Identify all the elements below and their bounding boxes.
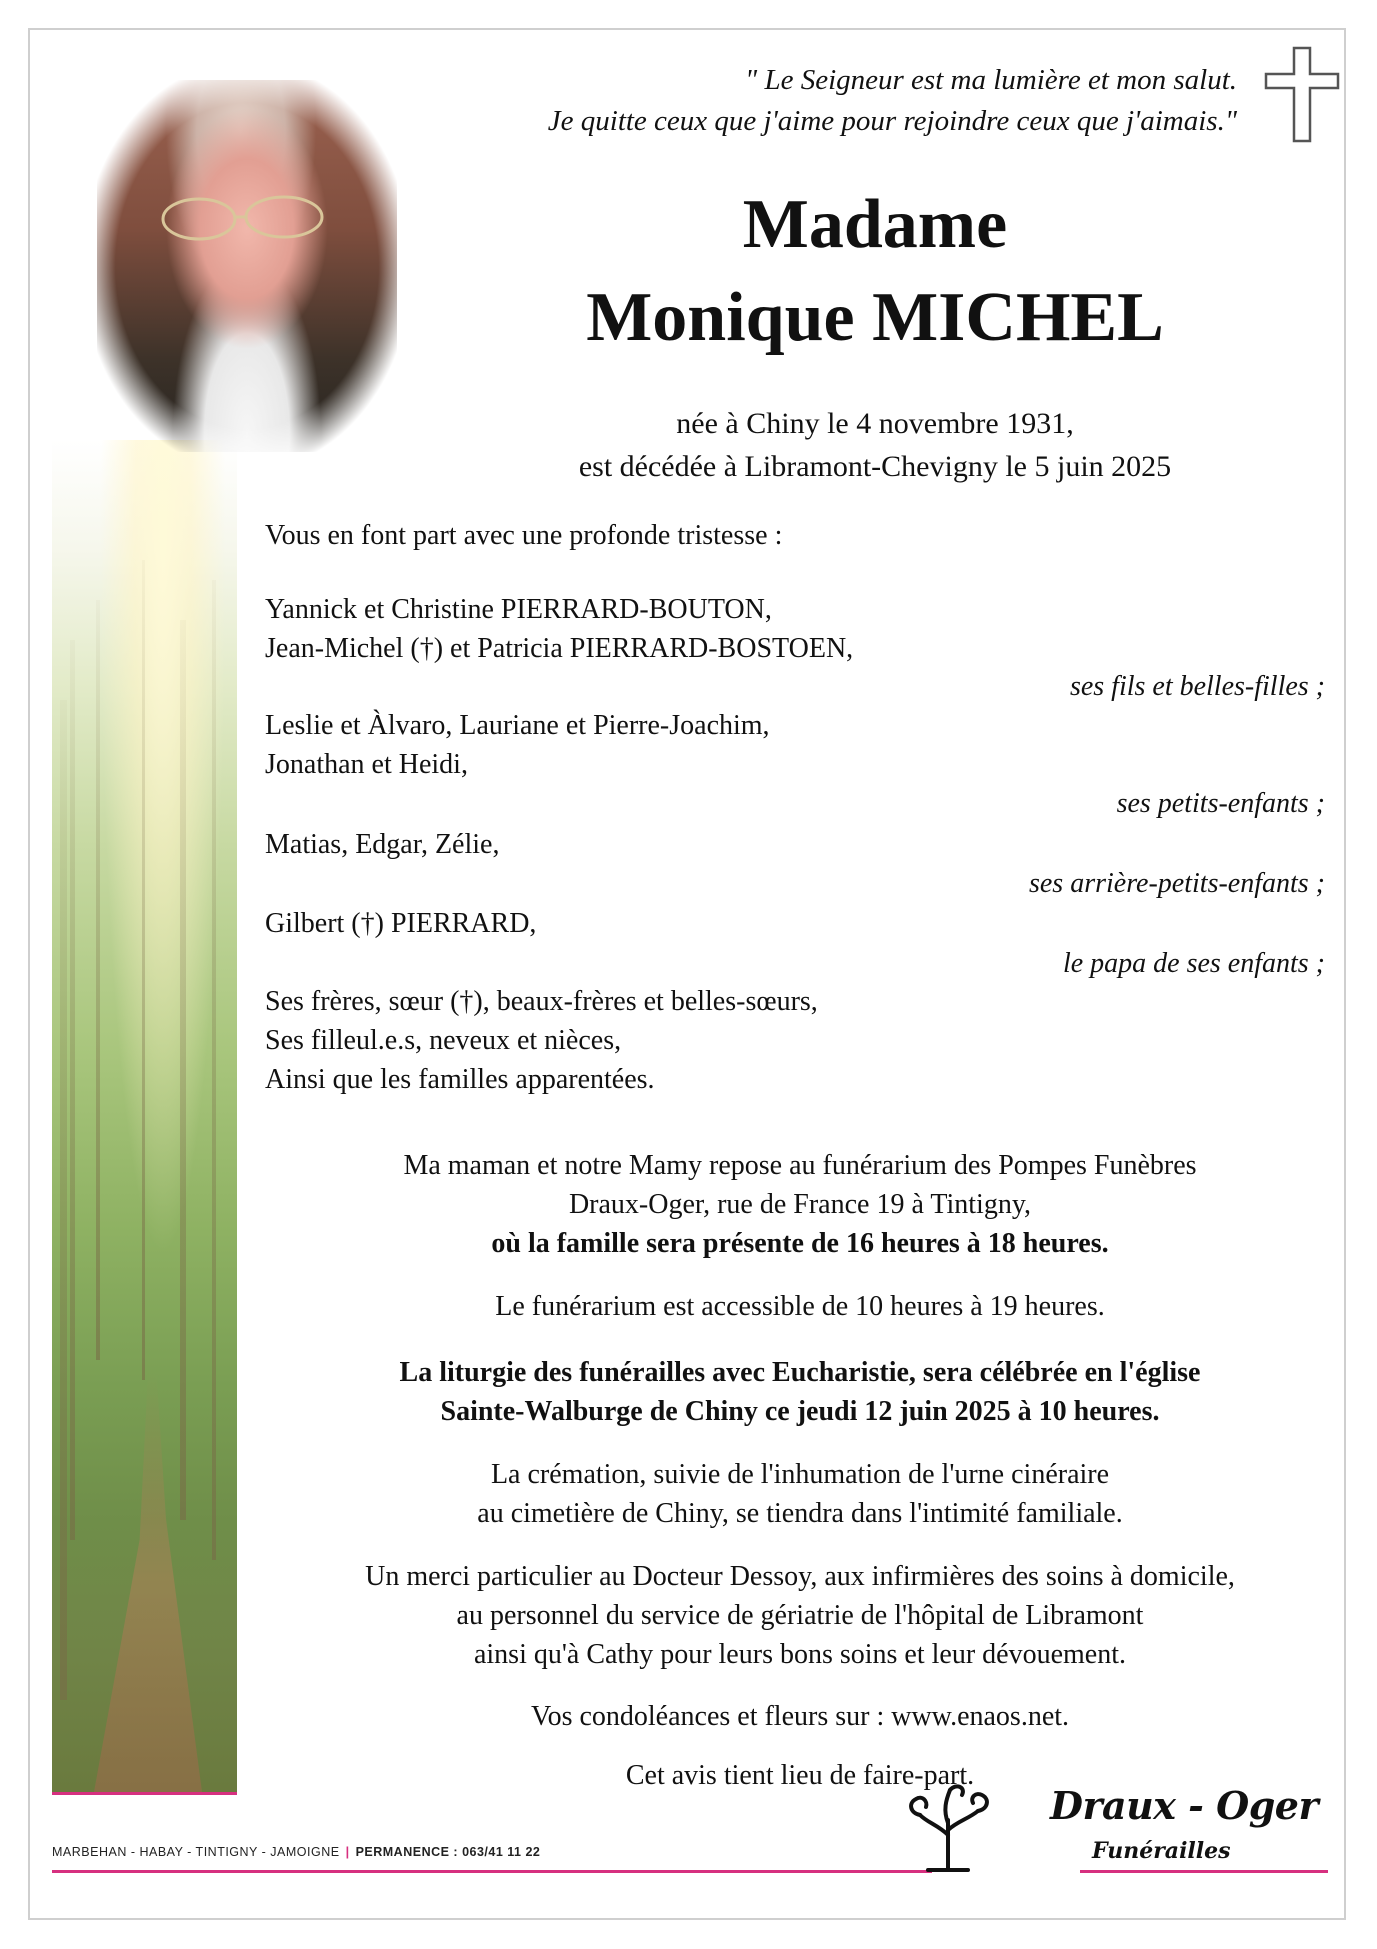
forest-accent-bar [52,1792,237,1795]
footer-locations: MARBEHAN - HABAY - TINTIGNY - JAMOIGNE [52,1845,340,1859]
cremation-info [295,1455,1305,1533]
glasses-shape [159,195,329,243]
funerarium-line-3: où la famille sera présente de 16 heures à 18 heures. [491,1228,1109,1259]
birth-death-dates [505,402,1245,488]
extended-family [265,982,818,1099]
funerarium-line-1: Ma maman et notre Mamy repose au funérarium des Pompes Funèbres [403,1150,1197,1181]
footer-permanence: PERMANENCE : 063/41 11 22 [355,1845,541,1859]
intro-text: Vous en font part avec une profonde tristesse : [265,520,783,551]
family-name-line: Yannick et Christine PIERRARD-BOUTON, [265,594,772,625]
extended-family-line: Ses frères, sœur (†), beaux-frères et belles-sœurs, [265,986,818,1017]
cremation-line-2: au cimetière de Chiny, se tiendra dans l'intimité familiale. [477,1498,1123,1529]
relation-label: ses fils et belles-filles ; [1069,671,1325,702]
tree-logo-icon [898,1775,998,1875]
thanks-info [295,1557,1305,1674]
family-name-line: Gilbert (†) PIERRARD, [265,908,537,939]
thanks-line-3: ainsi qu'à Cathy pour leurs bons soins et leur dévouement. [473,1639,1127,1670]
access-hours: Le funérarium est accessible de 10 heures à 19 heures. [495,1291,1105,1322]
extended-family-line: Ses filleul.e.s, neveux et nièces, [265,1025,622,1056]
funerarium-line-2: Draux-Oger, rue de France 19 à Tintigny, [568,1189,1032,1220]
thanks-line-2: au personnel du service de gériatrie de l'hôpital de Libramont [456,1600,1144,1631]
death-line: est décédée à Libramont-Chevigny le 5 juin 2025 [578,450,1172,483]
family-group-2 [265,706,770,784]
relation-label: ses petits-enfants ; [1116,788,1325,819]
family-name-line: Jean-Michel (†) et Patricia PIERRARD-BOSTOEN, [265,633,854,664]
quote-line-1: " Le Seigneur est ma lumière et mon salut. [745,64,1237,96]
logo-name: Draux - Oger [1050,1783,1318,1828]
portrait-photo [97,80,397,452]
family-group-1 [265,590,853,668]
cremation-line-1: La crémation, suivie de l'inhumation de l'urne cinéraire [490,1459,1110,1490]
footer-contact [52,1845,540,1859]
notice-text: Cet avis tient lieu de faire-part. [625,1760,975,1791]
liturgy-info [295,1353,1305,1431]
liturgy-line-2: Sainte-Walburge de Chiny ce jeudi 12 juin 2025 à 10 heures. [440,1396,1160,1427]
footer-accent-line-right [1080,1870,1328,1873]
title-honorific: Madame [742,186,1008,263]
footer-separator: | [345,1845,350,1859]
cross-icon [1263,46,1341,143]
relation-label: le papa de ses enfants ; [1062,948,1325,979]
family-name-line: Leslie et Àlvaro, Lauriane et Pierre-Joachim, [265,710,770,741]
family-name-line: Matias, Edgar, Zélie, [265,829,500,860]
logo-subtitle: Funérailles [1092,1838,1231,1864]
title-name: Monique MICHEL [586,279,1164,356]
forest-path-image [52,440,237,1792]
quote-line-2: Je quitte ceux que j'aime pour rejoindre ceux que j'aimais." [547,105,1237,137]
footer-accent-line [52,1870,932,1873]
quote [548,60,1237,142]
family-group-4 [265,904,536,943]
thanks-line-1: Un merci particulier au Docteur Dessoy, aux infirmières des soins à domicile, [365,1561,1235,1592]
condolences-link[interactable]: Vos condoléances et fleurs sur : www.enaos.net. [530,1701,1070,1732]
liturgy-line-1: La liturgie des funérailles avec Eucharistie, sera célébrée en l'église [399,1357,1201,1388]
family-name-line: Jonathan et Heidi, [265,749,468,780]
extended-family-line: Ainsi que les familles apparentées. [265,1064,655,1095]
family-group-3 [265,825,499,864]
birth-line: née à Chiny le 4 novembre 1931, [676,407,1074,440]
funerarium-info [295,1146,1305,1263]
relation-label: ses arrière-petits-enfants ; [1028,868,1325,899]
